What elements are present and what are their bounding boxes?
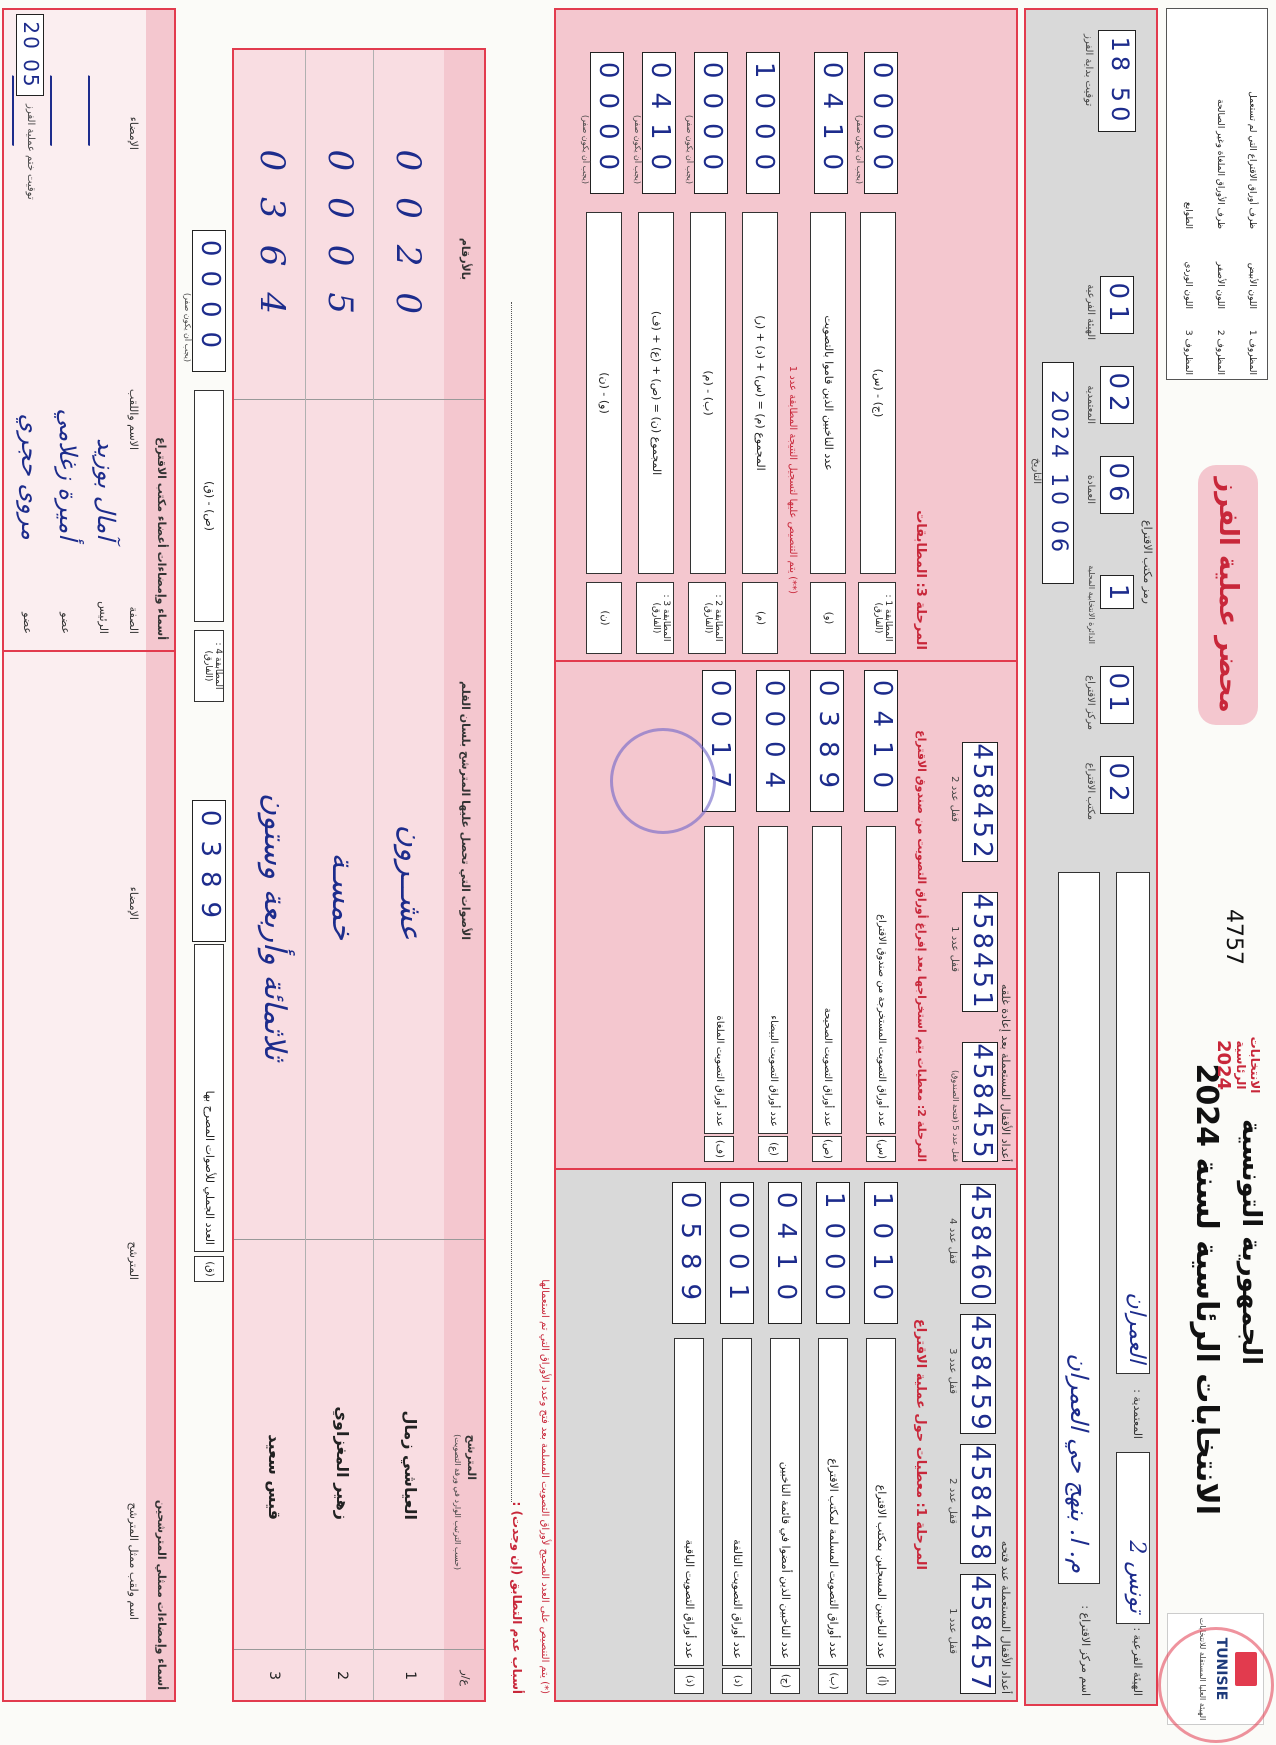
candidate-name: قيس سعيد <box>265 1434 284 1520</box>
lock-label: قفل عدد 4 <box>947 1218 958 1264</box>
member-role: عضو <box>59 612 72 634</box>
item-formula-box: المجموع (م) = (س) + (د) + (ر) <box>742 212 778 574</box>
code-district <box>1078 534 1138 644</box>
code-imada <box>1078 444 1138 524</box>
election-logo <box>1172 1025 1262 1105</box>
location-band <box>1024 8 1158 1706</box>
code-office <box>1078 744 1138 824</box>
item-value: 0410 <box>814 52 848 194</box>
totals-row <box>182 52 232 1702</box>
item-value: 1000 <box>746 52 780 194</box>
member-name: مروى حجري <box>16 413 44 540</box>
item-label-box: (م) <box>742 582 778 654</box>
candidate-votes-digits: 0020 <box>388 149 428 340</box>
candidate-name: العياشي زمال <box>401 1410 420 1520</box>
item-formula-box: المجموع (ن) = (ص) + (ع) + (ف) <box>638 212 674 574</box>
item-code: (ف) <box>704 1136 734 1162</box>
legend-cell: الطوابع <box>1183 201 1193 229</box>
s2-item <box>698 652 738 1162</box>
logo-year: 2024 <box>1213 1039 1234 1091</box>
delegation-label: المعتمدية : <box>1131 1389 1144 1439</box>
item-value: 0001 <box>720 1182 754 1324</box>
s1-item <box>860 1174 900 1694</box>
lock-1b: 458451 <box>962 892 998 1012</box>
member-name: آمال بوزيد <box>92 438 120 540</box>
lock-digits: 458459 <box>965 1315 995 1433</box>
official-stamp <box>610 728 716 834</box>
item-value: 0589 <box>672 1182 706 1324</box>
total-label-box: العدد الجملي للأصوات المصرح بها <box>194 944 224 1252</box>
item-value: 1010 <box>864 1182 898 1324</box>
item-value: 0017 <box>702 670 736 812</box>
item-formula-box: عدد الناخبين الذين قاموا بالتصويت <box>810 212 846 574</box>
item-code: (ع) <box>758 1136 788 1162</box>
center-value: م. ا. بنهج حي العمران <box>1065 1353 1093 1573</box>
mismatch-label: أسباب عدم التطابق (إن وجدت) : <box>510 1501 524 1694</box>
item-value: 0410 <box>642 52 676 194</box>
candidate-votes-words: ثلاثمائة وأربعة وستون <box>257 792 292 1060</box>
s2-locks-label: أعداد الأقفال المستعملة بعد إعادة غلقه <box>999 983 1012 1162</box>
s2-item <box>752 652 792 1162</box>
code-box <box>1100 666 1134 724</box>
logo-line1: الانتخابات <box>1248 1036 1262 1094</box>
signature-mark <box>50 75 76 154</box>
s2-item <box>860 652 900 1162</box>
codes-row <box>1078 264 1138 824</box>
candidate-votes-words: خمسـة <box>325 852 360 940</box>
legend-cell: اللون الوردي <box>1183 261 1193 309</box>
reps-col: اسم ولقب ممثل المترشح <box>127 1502 140 1620</box>
candidate-num: 2 <box>334 1671 350 1680</box>
item-label-box: عدد أوراق التصويت الباقية <box>674 1338 704 1666</box>
member-role: عضو <box>21 612 34 634</box>
lock-3 <box>960 1314 996 1434</box>
item-code: (ج) <box>770 1668 800 1694</box>
start-time-label: توقيت بداية الفرز <box>1083 34 1094 107</box>
members-col: الاسم واللقب <box>127 388 140 450</box>
lock-digits: 458458 <box>965 1445 995 1563</box>
item-formula-box: (ج) - (س) <box>860 212 896 574</box>
s2-items <box>600 652 900 1162</box>
member-name: أميرة زغلامي <box>54 408 82 540</box>
legend-cell: المظروف 2 <box>1215 329 1225 375</box>
lock-label: قفل عدد 1 <box>947 1608 958 1654</box>
mismatch-line <box>511 302 512 1502</box>
total-code: (ق) <box>194 1256 224 1282</box>
item-label-box: عدد أوراق التصويت الملغاة <box>704 826 734 1134</box>
match4-value: 0000 <box>192 230 226 372</box>
item-label-box: المطابقة 2 : (الفارق) <box>688 582 726 654</box>
regional-value: تونس 2 <box>1124 1540 1149 1613</box>
candidate-num: 3 <box>266 1671 282 1680</box>
lock-5: 458455 <box>962 1042 998 1162</box>
section-3 <box>554 8 1018 662</box>
doc-title-text: محضر عملية الفرز <box>1213 477 1243 713</box>
legend-cell: ظرف أوراق الاقتراع التي لم تستعمل <box>1247 91 1257 229</box>
item-value: 0004 <box>756 670 790 812</box>
row-sep <box>373 50 374 1700</box>
legend-row-3 <box>1171 13 1199 379</box>
s1-item <box>812 1174 852 1694</box>
code-box <box>1100 366 1134 424</box>
lock-label: قفل عدد 1 <box>949 926 960 972</box>
lock-2 <box>960 1444 996 1564</box>
lock-label: قفل عدد 2 <box>949 776 960 822</box>
item-label-box: المطابقة 1 : (الفارق) <box>858 582 896 654</box>
item-code: (ص) <box>812 1136 842 1162</box>
reps-title: أسماء وإمضاءات ممثلي المترشحين <box>155 1499 168 1690</box>
code-digits: 1 <box>1103 583 1133 601</box>
code-center <box>1078 654 1138 734</box>
lock-label: قفل عدد 3 <box>947 1348 958 1394</box>
s3-note-star: (**) يتم التنصيص عليها لتسجيل النتيجة المطابقة عدد 1 <box>787 365 798 594</box>
code-box <box>1100 276 1134 334</box>
s1-item <box>716 1174 756 1694</box>
item-code: (ذ) <box>674 1668 704 1694</box>
s2-title: المرحلة 2: معطيات يتم استخراجها بعد إفراغ أوراق التصويت من صندوق الاقتراع <box>915 730 928 1162</box>
isie-label: الهيئة العليا المستقلة للانتخابات <box>1198 1617 1207 1721</box>
code-digits: 02 <box>1103 372 1133 418</box>
delegation-value-box <box>1116 872 1150 1374</box>
date-digits: 2024 10 06 <box>1046 390 1071 556</box>
s1-items <box>560 1174 900 1694</box>
candidate-votes-words: عشــرون <box>393 824 428 940</box>
start-time-box <box>1098 30 1136 132</box>
code-box <box>1100 575 1134 609</box>
member-row <box>46 10 82 650</box>
s3-item <box>852 14 900 654</box>
office-code-label: رمز مكتب الاقتراع <box>1141 520 1154 604</box>
code-box <box>1100 756 1134 814</box>
item-code: (أ) <box>866 1668 896 1694</box>
s1-locks <box>936 1174 996 1694</box>
delegation-value: العمران <box>1124 1292 1149 1363</box>
code-regional <box>1078 264 1138 344</box>
item-label-box: عدد أوراق التصويت المسلمة لمكتب الاقتراع <box>818 1338 848 1666</box>
reasons-note: (*) يتم التنصيص على العدد الصحيح لأوراق التصويت المسلمة بعد فتح وعدد الأوراق التي تم استعمالها <box>539 1279 550 1694</box>
code-box <box>1100 456 1134 514</box>
row-sep <box>305 50 306 1700</box>
lock-digits: 458460 <box>965 1185 995 1303</box>
code-label: المعتمدية <box>1085 385 1096 424</box>
results-table <box>232 48 486 1702</box>
item-label-box: عدد أوراق التصويت البيضاء <box>758 826 788 1134</box>
candidate-row <box>376 50 436 1700</box>
match4-label-box: المطابقة 4 : (الفارق) <box>194 630 224 702</box>
code-label: مركز الاقتراع <box>1085 675 1096 730</box>
item-label-box: المطابقة 3 : (الفارق) <box>636 582 674 654</box>
code-digits: 06 <box>1103 462 1133 508</box>
regional-value-box <box>1116 1452 1150 1624</box>
item-note: (يجب أن يكون صفر) <box>633 114 642 184</box>
item-value: 0389 <box>810 670 844 812</box>
members-col: الإمضاء <box>127 116 140 150</box>
legend-cell: اللون الأبيض <box>1247 262 1257 309</box>
election-title: الانتخابات الرئاسية لسنة 2024 <box>1189 1063 1224 1515</box>
candidate-name: زهير المغزاوي <box>333 1406 352 1520</box>
item-label-box: عدد أوراق التصويت الصحيحة <box>812 826 842 1134</box>
s1-title: المرحلة 1: معطيات حول عملية الاقتراع <box>913 1318 928 1570</box>
item-value: 1000 <box>816 1182 850 1324</box>
serial-number: 4757 <box>1221 909 1246 965</box>
lock-label: قفل عدد 5 (فتحة الصندوق) <box>951 1070 960 1162</box>
item-note: (يجب أن يكون صفر) <box>581 114 590 184</box>
s3-items <box>570 14 900 654</box>
legend-cell: ظرف الأوراق الملغاة وغير الصالحة <box>1215 99 1225 229</box>
item-label-box: عدد أوراق التصويت التالفة <box>722 1338 752 1666</box>
match4-formula-box: (ص) - (ق) <box>194 390 224 622</box>
date-box <box>1042 362 1074 584</box>
s3-item <box>578 14 626 654</box>
legend-cell: اللون الأصفر <box>1215 261 1225 309</box>
reps-signatures <box>2 648 176 1702</box>
item-label-box: (و) <box>810 582 846 654</box>
start-time-digits: 18 50 <box>1106 36 1134 126</box>
item-value: 0000 <box>590 52 624 194</box>
total-value: 0389 <box>192 800 226 942</box>
s3-item <box>630 14 678 654</box>
legend-cell: المظروف 3 <box>1183 329 1193 375</box>
col-num: ع/ر <box>459 1670 472 1686</box>
item-label-box: عدد الناخبين المسجلين بمكتب الاقتراع <box>866 1338 896 1666</box>
candidate-num: 1 <box>402 1671 418 1680</box>
isie-name: TUNISIE <box>1213 1637 1229 1701</box>
item-note: (يجب أن يكون صفر) <box>855 114 864 184</box>
item-formula-box: (و) - (ن) <box>586 212 622 574</box>
s2-item <box>806 652 846 1162</box>
logo-line2: الرئاسية <box>1234 1040 1248 1090</box>
col-digits: بالأرقام <box>459 237 472 280</box>
candidate-votes-digits: 0364 <box>252 149 292 340</box>
item-value: 0000 <box>694 52 728 194</box>
item-code: (س) <box>866 1136 896 1162</box>
lock-label: قفل عدد 2 <box>947 1478 958 1524</box>
lock-2b: 458452 <box>962 742 998 862</box>
members-title: أسماء وإمضاءات أعضاء مكتب الاقتراع <box>155 437 168 640</box>
item-label-box: عدد الناخبين الذين أمضوا في قائمة الناخبين <box>770 1338 800 1666</box>
doc-title <box>1198 465 1258 725</box>
legend-row-1 <box>1235 13 1263 379</box>
item-value: 0410 <box>864 670 898 812</box>
lock-digits: 458457 <box>965 1575 995 1693</box>
code-digits: 01 <box>1103 282 1133 328</box>
candidate-row <box>240 50 300 1700</box>
item-value: 0000 <box>864 52 898 194</box>
s1-locks-label: أعداد الأقفال المستعملة عند فتحه <box>999 1540 1012 1694</box>
item-formula-box: (ب) - (م) <box>690 212 726 574</box>
section-1 <box>554 1168 1018 1702</box>
center-label: اسم مركز الاقتراع : <box>1079 1605 1092 1696</box>
member-row <box>84 10 120 650</box>
regional-label: الهيئة الفرعية : <box>1131 1627 1144 1696</box>
reasons-strip <box>494 8 554 1702</box>
center-value-box <box>1058 872 1100 1584</box>
code-label: مكتب الاقتراع <box>1085 762 1096 820</box>
s3-item <box>802 14 850 654</box>
candidate-row <box>308 50 368 1700</box>
reps-col: المترشح <box>127 1241 140 1280</box>
lock-1 <box>960 1574 996 1694</box>
code-digits: 01 <box>1103 672 1133 718</box>
item-value: 0410 <box>768 1182 802 1324</box>
legend-row-2 <box>1203 13 1231 379</box>
s3-item <box>682 14 730 654</box>
date-label: التاريخ <box>1031 458 1042 484</box>
s1-item <box>764 1174 804 1694</box>
s3-item <box>734 14 782 654</box>
item-label-box: عدد أوراق التصويت المستخرجة من صندوق الاقتراع <box>866 826 896 1134</box>
item-code: (د) <box>722 1668 752 1694</box>
code-delegation <box>1078 354 1138 434</box>
republic-title: الجمهورية التونسية <box>1236 1118 1266 1365</box>
end-time-label: توقيت ختم عملية الفرز <box>25 104 36 200</box>
s1-item <box>668 1174 708 1694</box>
members-col: الصفة <box>127 606 140 634</box>
signature-mark <box>88 75 114 154</box>
end-time-box <box>16 14 44 96</box>
red-stamp <box>1158 1627 1274 1743</box>
item-label-box: (ن) <box>586 582 622 654</box>
code-digits: 02 <box>1103 762 1133 808</box>
col-words: الأصوات التي تحصل عليها المترشح بلسان القلم <box>459 680 472 940</box>
code-label: الهيئة الفرعية <box>1085 284 1096 340</box>
match4-note: (يجب أن يكون صفر) <box>183 292 192 362</box>
code-label: الدائرة الانتخابية المحلية <box>1087 565 1096 644</box>
lock-4 <box>960 1184 996 1304</box>
legend-cell: المظروف 1 <box>1247 329 1257 375</box>
item-note: (يجب أن يكون صفر) <box>685 114 694 184</box>
s3-title: المرحلة 3: المطابقات <box>913 510 928 650</box>
item-code: (ب) <box>818 1668 848 1694</box>
end-time-digits: 20 05 <box>19 21 43 89</box>
member-role: الرئيس <box>97 601 110 634</box>
col-candidate-sub: (حسب الترتيب الوارد في ورقة التصويت) <box>453 1434 462 1570</box>
col-candidate: المترشح <box>465 1434 478 1480</box>
legend-table <box>1166 8 1268 380</box>
code-label: العمادة <box>1085 474 1096 504</box>
reps-col: الإمضاء <box>127 886 140 920</box>
header <box>1156 0 1276 1745</box>
candidate-votes-digits: 0005 <box>320 149 360 340</box>
